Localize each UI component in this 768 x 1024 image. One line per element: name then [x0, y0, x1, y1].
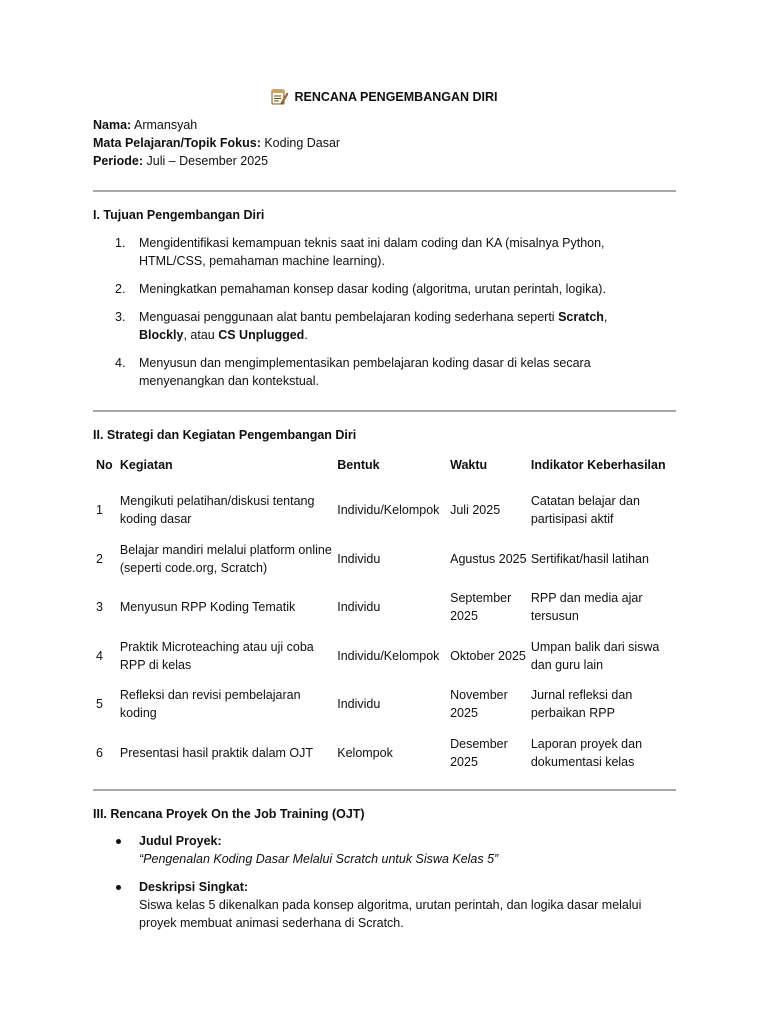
field-value: Armansyah — [131, 118, 198, 132]
field-value: Juli – Desember 2025 — [143, 154, 269, 168]
ojt-list — [93, 832, 673, 942]
column-header-indikator: Indikator Keberhasilan — [530, 458, 666, 472]
goal-emphasis: Scratch — [558, 310, 604, 324]
cell-indikator: Sertifikat/hasil latihan — [530, 551, 649, 566]
cell-kegiatan: Menyusun RPP Koding Tematik — [119, 600, 296, 615]
goal-number: 2. — [115, 282, 126, 296]
table-row — [93, 680, 676, 729]
memo-icon — [270, 88, 288, 106]
ojt-item-text: “Pengenalan Koding Dasar Melalui Scratch untuk Siswa Kelas 5” — [139, 852, 499, 866]
cell-kegiatan: Praktik Microteaching atau uji coba RPP di kelas — [119, 639, 314, 672]
activity-table — [93, 456, 676, 777]
bullet-icon — [116, 839, 121, 844]
ojt-item — [93, 878, 673, 932]
goal-text: , — [603, 310, 608, 324]
cell-waktu: November 2025 — [450, 688, 508, 721]
goal-text: . — [304, 328, 308, 342]
cell-indikator: RPP dan media ajar tersusun — [530, 591, 643, 624]
goal-item — [93, 308, 633, 344]
cell-bentuk: Individu — [337, 600, 381, 615]
goal-text: Menguasai penggunaan alat bantu pembelajaran koding sederhana seperti — [139, 310, 559, 324]
column-header-bentuk: Bentuk — [337, 458, 380, 472]
divider — [93, 190, 676, 192]
goal-number: 3. — [115, 310, 126, 324]
section-heading-ojt: III. Rencana Proyek On the Job Training (OJT) — [93, 807, 365, 821]
cell-waktu: September 2025 — [450, 591, 512, 624]
cell-bentuk: Individu — [337, 697, 381, 712]
document-fields — [93, 116, 340, 170]
cell-no: 1 — [96, 503, 103, 518]
goal-text: , atau — [183, 328, 219, 342]
field-value: Koding Dasar — [260, 136, 341, 150]
cell-no: 4 — [96, 648, 103, 663]
cell-kegiatan: Presentasi hasil praktik dalam OJT — [119, 745, 314, 760]
goal-number: 1. — [115, 236, 126, 250]
field-label: Periode: — [93, 154, 144, 168]
field-label: Mata Pelajaran/Topik Fokus: — [93, 136, 261, 150]
ojt-item-text: Siswa kelas 5 dikenalkan pada konsep algoritma, urutan perintah, dan logika dasar melalui proyek membuat animasi sederhana di Scratch. — [139, 898, 642, 930]
document-title-line — [0, 88, 768, 106]
goal-emphasis: CS Unplugged — [218, 328, 305, 342]
cell-bentuk: Kelompok — [337, 745, 393, 760]
table-row — [93, 486, 676, 535]
table-header-row — [93, 456, 676, 474]
divider — [93, 410, 676, 412]
cell-kegiatan: Belajar mandiri melalui platform online (seperti code.org, Scratch) — [119, 542, 332, 575]
bullet-icon — [116, 885, 121, 890]
goal-text: Meningkatkan pemahaman konsep dasar koding (algoritma, urutan perintah, logika). — [139, 282, 606, 296]
cell-no: 6 — [96, 745, 103, 760]
goal-item — [93, 354, 633, 390]
cell-indikator: Laporan proyek dan dokumentasi kelas — [530, 736, 643, 769]
field-periode — [93, 152, 340, 170]
cell-no: 5 — [96, 697, 103, 712]
goals-list — [93, 234, 633, 400]
table-row — [93, 583, 676, 632]
goal-text: Menyusun dan mengimplementasikan pembelajaran koding dasar di kelas secara menyenangkan dan kontekstual. — [139, 356, 591, 388]
cell-bentuk: Individu/Kelompok — [337, 648, 440, 663]
goal-item — [93, 280, 633, 298]
ojt-item — [93, 832, 673, 868]
cell-waktu: Oktober 2025 — [450, 648, 526, 663]
ojt-item-label: Judul Proyek: — [139, 834, 222, 848]
field-nama — [93, 116, 340, 134]
goal-item — [93, 234, 633, 270]
field-label: Nama: — [93, 118, 132, 132]
goal-text: Mengidentifikasi kemampuan teknis saat ini dalam coding dan KA (misalnya Python, HTML/CSS, pemahaman machine learning). — [139, 236, 605, 268]
cell-no: 3 — [96, 600, 103, 615]
section-heading-strategi: II. Strategi dan Kegiatan Pengembangan Diri — [93, 428, 357, 442]
table-spacer — [93, 474, 676, 486]
cell-no: 2 — [96, 551, 103, 566]
document-title: RENCANA PENGEMBANGAN DIRI — [294, 90, 498, 104]
cell-bentuk: Individu — [337, 551, 381, 566]
cell-waktu: Desember 2025 — [450, 736, 508, 769]
column-header-kegiatan: Kegiatan — [119, 458, 173, 472]
table-row — [93, 729, 676, 778]
goal-number: 4. — [115, 356, 126, 370]
ojt-item-label: Deskripsi Singkat: — [139, 880, 249, 894]
goal-emphasis: Blockly — [139, 328, 184, 342]
table-row — [93, 632, 676, 681]
column-header-no: No — [96, 458, 113, 472]
cell-waktu: Juli 2025 — [450, 503, 501, 518]
cell-kegiatan: Refleksi dan revisi pembelajaran koding — [119, 688, 301, 721]
cell-indikator: Umpan balik dari siswa dan guru lain — [530, 639, 660, 672]
cell-indikator: Catatan belajar dan partisipasi aktif — [530, 494, 640, 527]
cell-kegiatan: Mengikuti pelatihan/diskusi tentang koding dasar — [119, 494, 315, 527]
table-row — [93, 535, 676, 584]
cell-waktu: Agustus 2025 — [450, 551, 527, 566]
cell-bentuk: Individu/Kelompok — [337, 503, 440, 518]
cell-indikator: Jurnal refleksi dan perbaikan RPP — [530, 688, 633, 721]
divider — [93, 789, 676, 791]
field-topik — [93, 134, 340, 152]
column-header-waktu: Waktu — [450, 458, 488, 472]
section-heading-tujuan: I. Tujuan Pengembangan Diri — [93, 208, 265, 222]
